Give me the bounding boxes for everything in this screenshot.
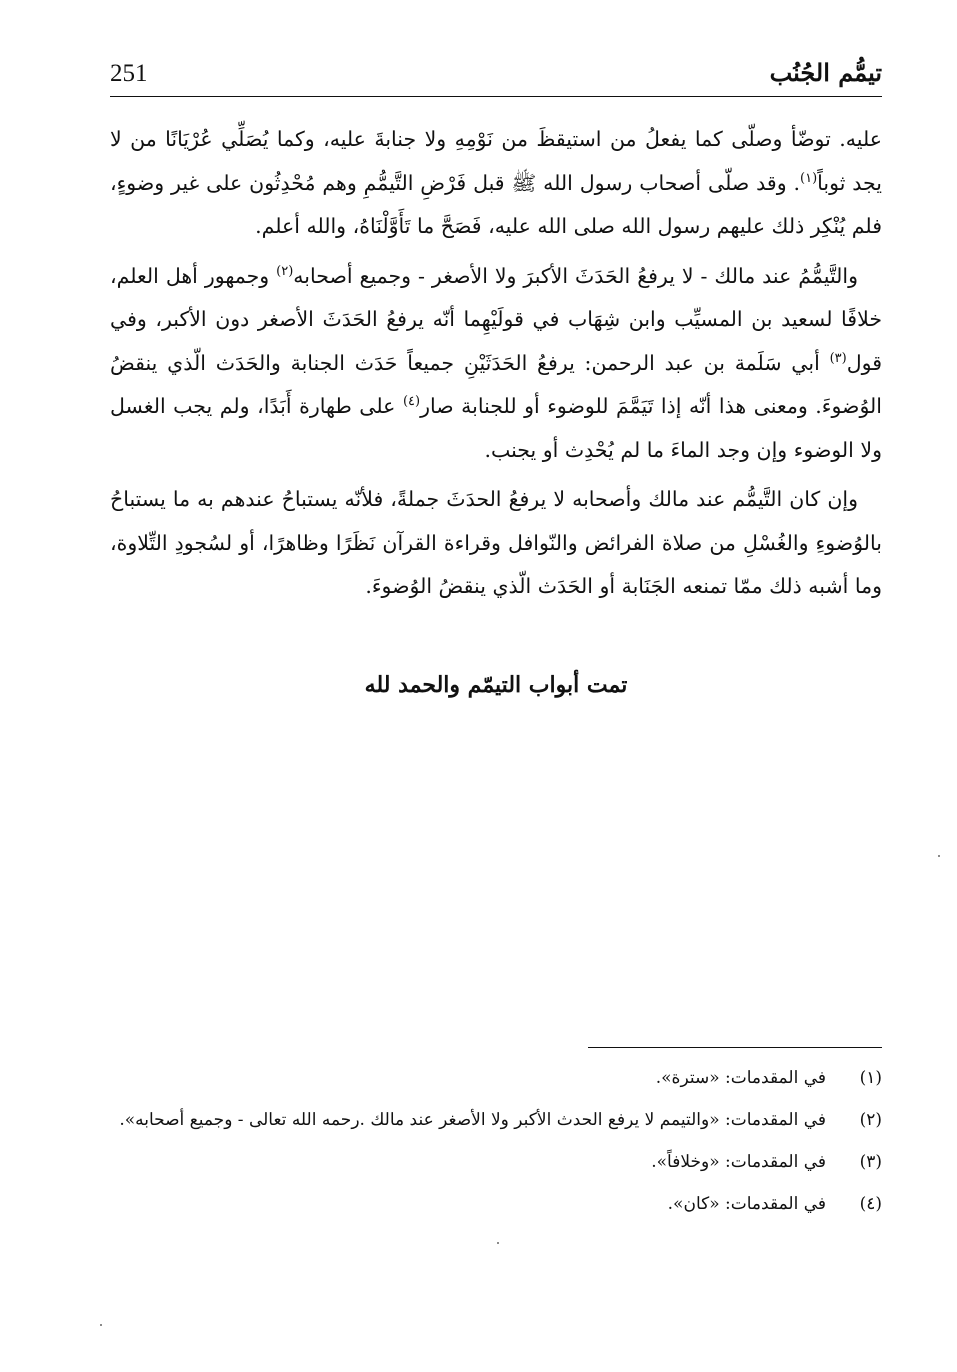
footnote-text: في المقدمات: «والتيمم لا يرفع الحدث الأكبر ولا الأصغر عند مالك .رحمه الله تعالى - وجميع أصحابه». [119,1110,826,1130]
footnote-separator [588,1047,882,1048]
footnote-1 [110,1063,882,1093]
page-number: 251 [110,60,148,87]
footnote-ref-4: (٤) [402,394,421,410]
paragraph-2-text-c: أبي سَلَمة بن عبد الرحمن: يرفعُ الحَدَثَيْنِ جميعاً حَدَث الجنابة والحَدَث الّذي ينقضُ الوُضوءَ. ومعنى هذا أنّه إذا تَيَمَّمَ للوضوء أو للجنابة صار [110,350,882,418]
footnote-number: (١) [859,1068,882,1088]
footnote-number: (٢) [859,1110,882,1130]
footnote-3 [110,1147,882,1177]
footnote-ref-2: (٢) [276,263,294,279]
footnotes [110,1063,882,1231]
paragraph-1-text-b: . وقد صلّى أصحاب رسول الله ﷺ قبل فَرْضِ التَّيمُّمِ وهم مُحْدِثُون على غير وضوءٍ، فلم يُنْكِر ذلك عليهم رسول الله صلى الله عليه، فَصَحَّ ما تَأَوَّلْنَاهُ، والله أعلم. [110,170,882,238]
footnote-number: (٣) [859,1152,882,1172]
paragraph-2-text-b: وجمهور أهل العلم، خلافًا لسعيد بن المسيِّب وابن شِهَاب في قولَيْهِما أنّه يرفعُ الحَدَثَ الأصغر دون الأكبر، وفي قول [110,263,882,375]
paragraph-2-text-a: والتَّيمُّمُ عند مالك - لا يرفعُ الحَدَثَ الأكبرَ ولا الأصغر - وجميع أصحابه [293,263,858,288]
footnote-text: في المقدمات: «كان». [667,1194,826,1214]
paragraph-1 [110,118,882,249]
footnote-ref-3: (٣) [829,350,847,366]
scan-speck [938,855,940,857]
footnote-text: في المقدمات: «وخلافاً». [651,1152,826,1172]
running-title: تيمُّم الجُنُب [769,58,882,87]
footnote-4 [110,1189,882,1219]
paragraph-3: وإن كان التَّيمُّم عند مالك وأصحابه لا يرفعُ الحدَثَ جملةً، فلأنّه يستباحُ عندهم به ما يستباحُ بالوُضوءِ والغُسْلِ من صلاة الفرائض والنّوافل وقراءة القرآن نَظَرًا وظاهرًا، أو لسُجودِ التِّلاوة، وما أشبه ذلك ممّا تمنعه الجَنَابة أو الحَدَث الّذي ينقضُ الوُضوءَ. [110,487,882,598]
chapter-closing-line: تمت أبواب التيمّم والحمد لله [364,672,628,698]
page-header [110,56,882,97]
footnote-2 [110,1105,882,1135]
footnote-text: في المقدمات: «سترة». [655,1068,826,1088]
footnote-ref-1: (١) [800,170,818,186]
paragraph-2-text-d: على طهارة أَبَدًا، ولم يجب الغسل ولا الوضوء وإن وجد الماءَ ما لم يُحْدِث أو يجنب. [110,394,882,462]
main-text [110,118,882,609]
paragraph-2 [110,255,882,473]
scan-speck [497,1242,499,1244]
footnote-number: (٤) [859,1194,882,1214]
paragraph-1-text-a: عليه. توضّأ وصلّى كما يفعلُ من استيقظَ من نَوْمِهِ ولا جنابةَ عليه، وكما يُصَلِّي عُرْيَانًا من لا يجد ثوباً [110,127,882,195]
scan-speck [100,1324,102,1326]
